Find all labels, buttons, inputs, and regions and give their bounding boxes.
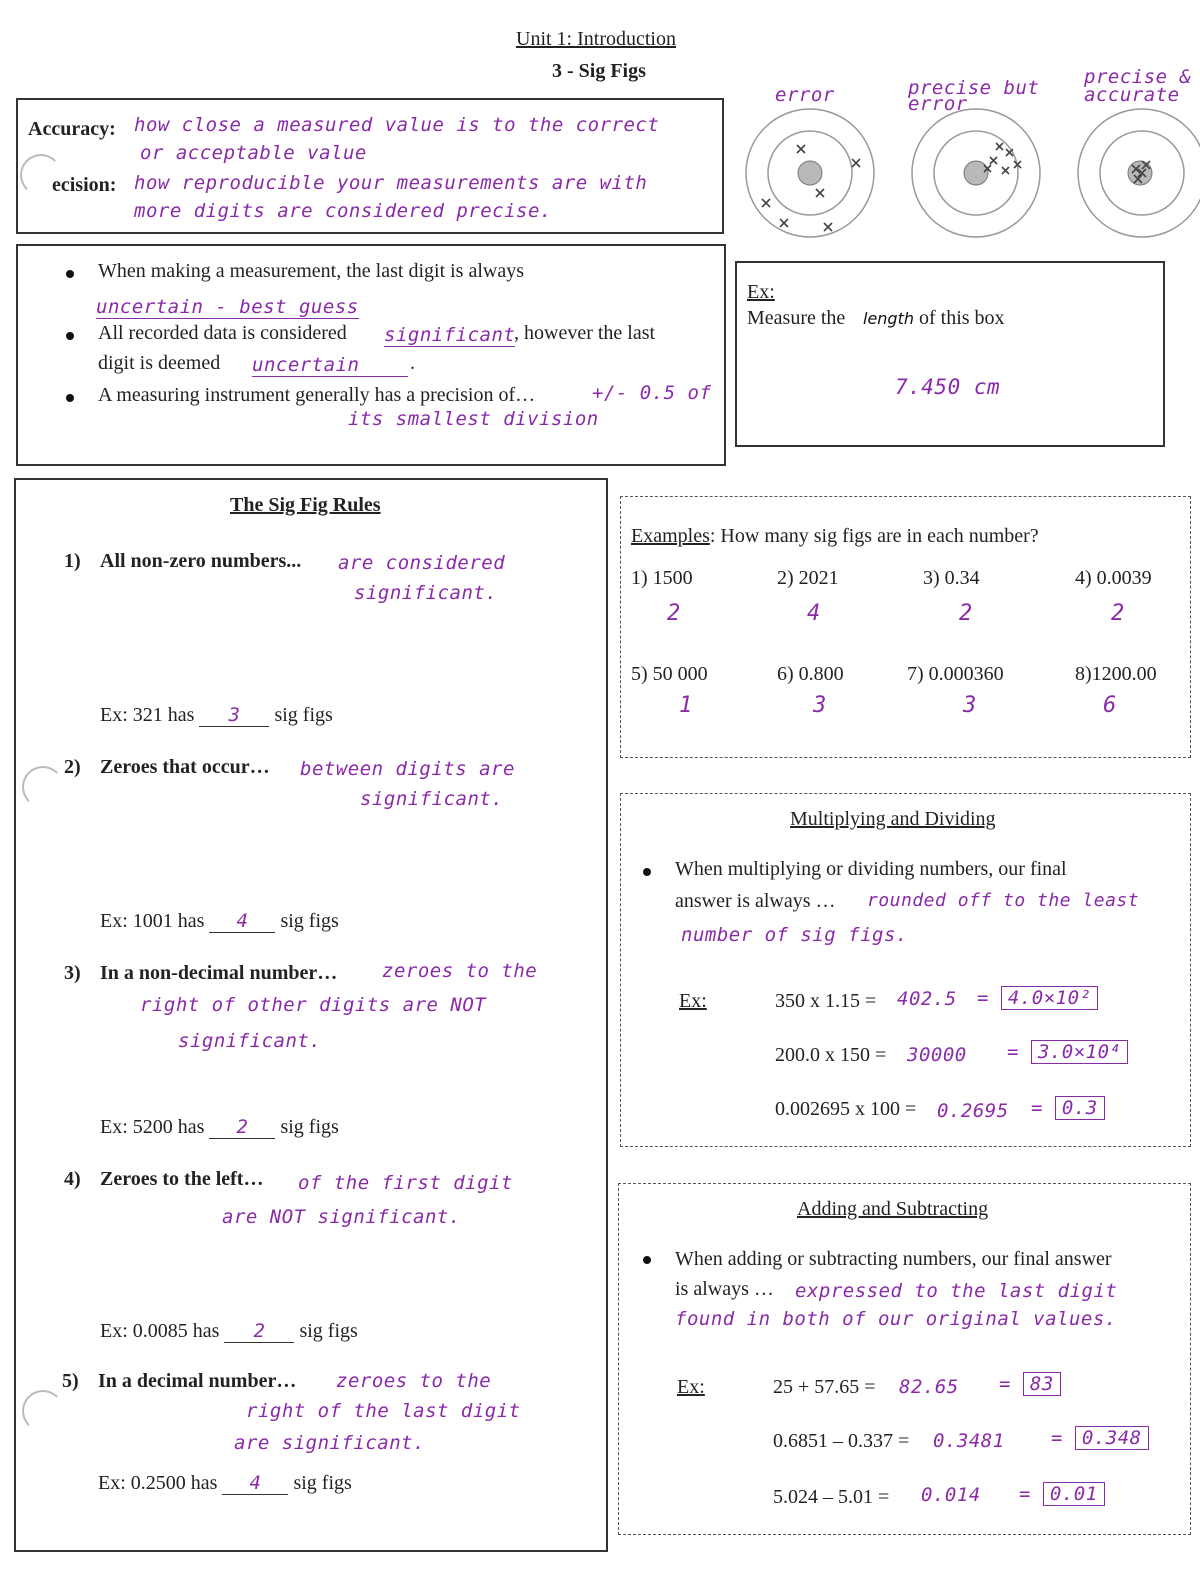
- example-q2: 2) 2021: [777, 567, 839, 589]
- examples-heading: Examples: [631, 525, 710, 547]
- adding-answer1: expressed to the last digit: [795, 1280, 1118, 1302]
- rule3-example-suffix: sig figs: [280, 1116, 339, 1138]
- rule2-example-answer: 4: [209, 910, 275, 933]
- rule2-number: 2): [64, 756, 81, 778]
- bullet: [643, 1256, 651, 1264]
- measure-example-box: [735, 261, 1165, 447]
- adding-bullet-b: is always …: [675, 1278, 774, 1300]
- bullet3-answer-b: its smallest division: [348, 408, 599, 430]
- adding-row1-result: 82.65: [899, 1376, 959, 1398]
- rule1-example-suffix: sig figs: [274, 704, 333, 726]
- rule1-answer2: significant.: [354, 582, 498, 604]
- multiply-row1-result: 402.5: [897, 988, 957, 1010]
- precision-answer-line1: how reproducible your measurements are with: [134, 172, 648, 194]
- target-label-precise-accurate: precise & accurate: [1084, 66, 1192, 106]
- bullet2-answer-a: significant: [384, 324, 516, 346]
- definitions-box: [16, 98, 724, 234]
- bullet: [66, 270, 74, 278]
- example-q8: 8)1200.00: [1075, 663, 1157, 685]
- measurement-box: [16, 244, 726, 466]
- rule1-example-answer: 3: [199, 704, 269, 727]
- rules-box: [14, 478, 608, 1552]
- targets-graphic: [740, 105, 1200, 245]
- target-label-error: error: [775, 84, 835, 106]
- bullet2-answer-b: uncertain: [252, 354, 408, 377]
- bullet: [66, 394, 74, 402]
- examples-box: [620, 496, 1191, 758]
- example-label: Ex:: [747, 281, 775, 303]
- adding-bullet-a: When adding or subtracting numbers, our final answer: [675, 1248, 1112, 1270]
- example-a3: 2: [959, 601, 973, 626]
- rule5-answer1: zeroes to the: [336, 1370, 492, 1392]
- example-a5: 1: [679, 693, 693, 718]
- rule3-example-prefix: Ex: 5200 has: [100, 1116, 205, 1138]
- multiply-bullet-a: When multiplying or dividing numbers, our final: [675, 858, 1067, 880]
- rule5-number: 5): [62, 1370, 79, 1392]
- example-q6: 6) 0.800: [777, 663, 844, 685]
- rule4-answer1: of the first digit: [298, 1172, 513, 1194]
- example-a8: 6: [1103, 693, 1117, 718]
- rule2-answer1: between digits are: [300, 758, 515, 780]
- bullet2-text-c: digit is deemed: [98, 352, 221, 374]
- rule5-heading: In a decimal number…: [98, 1370, 297, 1392]
- rule3-example-answer: 2: [209, 1116, 275, 1139]
- accuracy-answer-line2: or acceptable value: [140, 142, 367, 164]
- lesson-title: 3 - Sig Figs: [552, 60, 646, 82]
- punch-hole: [20, 154, 62, 196]
- adding-row3-result: 0.014: [921, 1484, 981, 1506]
- adding-row3-final: 0.01: [1043, 1482, 1105, 1506]
- rule1-number: 1): [64, 550, 81, 572]
- multiply-row1-expr: 350 x 1.15 =: [775, 990, 877, 1012]
- example-text-handwritten: length: [863, 309, 914, 328]
- bullet1-text: When making a measurement, the last digit is always: [98, 260, 524, 282]
- example-q7: 7) 0.000360: [907, 663, 1004, 685]
- bullet2-text-d: .: [410, 352, 415, 374]
- multiply-row2-result: 30000: [907, 1044, 967, 1066]
- example-text-a: Measure the: [747, 307, 846, 329]
- unit-title: Unit 1: Introduction: [516, 28, 676, 50]
- multiply-row3-final: 0.3: [1055, 1096, 1105, 1120]
- rule3-answer2: right of other digits are NOT: [140, 994, 487, 1016]
- rule2-heading: Zeroes that occur…: [100, 756, 270, 778]
- multiply-title: Multiplying and Dividing: [790, 808, 996, 830]
- accuracy-label: Accuracy:: [28, 118, 116, 140]
- adding-box: Adding and Subtracting When adding or subtracting numbers, our final answer is always … expressed to the last digit found in both of our original values. Ex: 25 + 57.65 = 82.65 = 83 0.6851 – 0.337 = 0.3481 = 0.348 5.024 – 5.01 = 0.014 = 0.01: [618, 1183, 1191, 1535]
- precision-label: ecision:: [52, 174, 117, 196]
- bullet3-text: A measuring instrument generally has a precision of…: [98, 384, 536, 406]
- example-a7: 3: [963, 693, 977, 718]
- rule4-heading: Zeroes to the left…: [100, 1168, 264, 1190]
- multiply-bullet-b: answer is always …: [675, 890, 836, 912]
- bullet3-answer-a: +/- 0.5 of: [592, 382, 712, 404]
- rule1-heading: All non-zero numbers...: [100, 550, 302, 572]
- adding-row2-final: 0.348: [1075, 1426, 1149, 1450]
- adding-row1-expr: 25 + 57.65 =: [773, 1376, 876, 1398]
- example-a4: 2: [1111, 601, 1125, 626]
- punch-hole: [22, 766, 64, 808]
- example-answer: 7.450 cm: [895, 375, 1001, 399]
- example-a2: 4: [807, 601, 821, 626]
- adding-row3-expr: 5.024 – 5.01 =: [773, 1486, 890, 1508]
- adding-row1-final: 83: [1023, 1372, 1061, 1396]
- rule3-heading: In a non-decimal number…: [100, 962, 338, 984]
- rule3-answer1: zeroes to the: [382, 960, 538, 982]
- multiply-answer2: number of sig figs.: [681, 924, 908, 946]
- example-a6: 3: [813, 693, 827, 718]
- example-q4: 4) 0.0039: [1075, 567, 1152, 589]
- rule5-example-suffix: sig figs: [293, 1472, 352, 1494]
- rule3-number: 3): [64, 962, 81, 984]
- rule5-answer3: are significant.: [234, 1432, 426, 1454]
- bullet2-text-a: All recorded data is considered: [98, 322, 347, 344]
- bullet: [643, 868, 651, 876]
- precision-answer-line2: more digits are considered precise.: [134, 200, 552, 222]
- punch-hole: [22, 1390, 64, 1432]
- multiply-ex-label: Ex:: [679, 990, 707, 1012]
- examples-question: : How many sig figs are in each number?: [709, 525, 1039, 547]
- rule1-example-prefix: Ex: 321 has: [100, 704, 195, 726]
- multiply-row1-final: 4.0×10²: [1001, 986, 1099, 1010]
- rule4-example-answer: 2: [224, 1320, 294, 1343]
- accuracy-answer-line1: how close a measured value is to the correct: [134, 114, 660, 136]
- adding-title: Adding and Subtracting: [797, 1198, 989, 1220]
- rules-title: The Sig Fig Rules: [230, 494, 381, 516]
- rule4-example-suffix: sig figs: [299, 1320, 358, 1342]
- adding-ex-label: Ex:: [677, 1376, 705, 1398]
- bullet2-text-b: , however the last: [514, 322, 656, 344]
- rule5-example-answer: 4: [222, 1472, 288, 1495]
- bullet1-answer: uncertain - best guess: [96, 296, 359, 318]
- multiply-row3-result: 0.2695: [937, 1100, 1009, 1122]
- rule5-example-prefix: Ex: 0.2500 has: [98, 1472, 218, 1494]
- rule4-answer2: are NOT significant.: [222, 1206, 461, 1228]
- rule2-example-suffix: sig figs: [280, 910, 339, 932]
- adding-row2-result: 0.3481: [933, 1430, 1005, 1452]
- adding-answer2: found in both of our original values.: [675, 1308, 1117, 1330]
- rule4-example-prefix: Ex: 0.0085 has: [100, 1320, 220, 1342]
- adding-row2-expr: 0.6851 – 0.337 =: [773, 1430, 910, 1452]
- rule1-answer1: are considered: [338, 552, 506, 574]
- example-q1: 1) 1500: [631, 567, 693, 589]
- rule3-answer3: significant.: [178, 1030, 322, 1052]
- multiply-box: Multiplying and Dividing When multiplying or dividing numbers, our final answer is always … rounded off to the least number of sig figs. Ex: 350 x 1.15 = 402.5 = 4.0×10² 200.0 x 150 = 30000 = 3.0×10⁴ 0.002695 x 100 = 0.2695 = 0.3: [620, 793, 1191, 1147]
- target-label-precise-error: precise but error: [908, 77, 1040, 115]
- rule5-answer2: right of the last digit: [246, 1400, 521, 1422]
- bullet: [66, 332, 74, 340]
- example-q3: 3) 0.34: [923, 567, 980, 589]
- example-q5: 5) 50 000: [631, 663, 708, 685]
- multiply-row3-expr: 0.002695 x 100 =: [775, 1098, 917, 1120]
- multiply-row2-final: 3.0×10⁴: [1031, 1040, 1129, 1064]
- example-text-b: of this box: [919, 307, 1005, 329]
- multiply-answer1: rounded off to the least: [867, 890, 1140, 911]
- rule2-example-prefix: Ex: 1001 has: [100, 910, 205, 932]
- rule2-answer2: significant.: [360, 788, 504, 810]
- example-a1: 2: [667, 601, 681, 626]
- multiply-row2-expr: 200.0 x 150 =: [775, 1044, 887, 1066]
- rule4-number: 4): [64, 1168, 81, 1190]
